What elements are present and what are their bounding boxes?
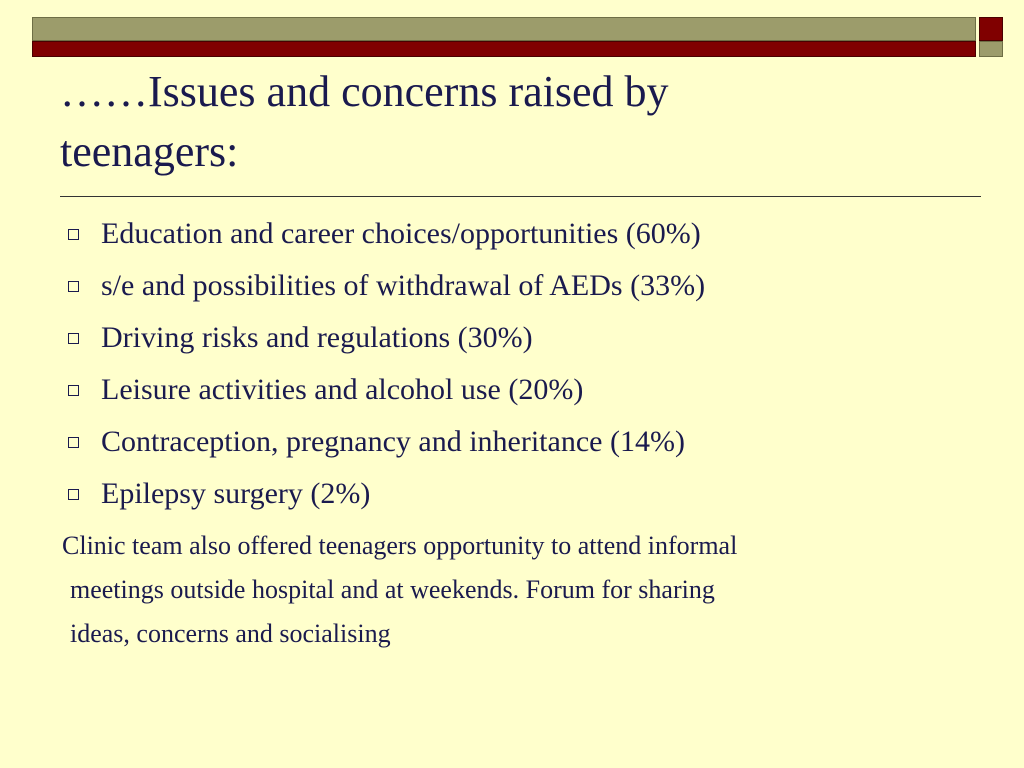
slide-title	[60, 62, 960, 182]
bullet-item	[64, 260, 1004, 312]
hollow-square-bullet-icon	[68, 333, 79, 344]
note-line: meetings outside hospital and at weekends. Forum for sharing	[70, 575, 715, 604]
bullet-text: Leisure activities and alcohol use (20%)	[101, 373, 584, 406]
bullet-item	[64, 312, 1004, 364]
clinic-note	[62, 524, 982, 656]
header-olive-bar	[32, 17, 976, 41]
slide-title-line-1: ……Issues and concerns raised by	[60, 67, 669, 116]
bullet-list	[64, 208, 1004, 520]
bullet-text: Contraception, pregnancy and inheritance (14%)	[101, 425, 685, 458]
slide-title-line-2: teenagers:	[60, 127, 239, 176]
hollow-square-bullet-icon	[68, 385, 79, 396]
bullet-text: s/e and possibilities of withdrawal of AEDs (33%)	[101, 269, 706, 302]
title-divider	[60, 196, 981, 197]
hollow-square-bullet-icon	[68, 489, 79, 500]
bullet-text: Education and career choices/opportunities (60%)	[101, 217, 701, 250]
bullet-item	[64, 468, 1004, 520]
hollow-square-bullet-icon	[68, 437, 79, 448]
bullet-item	[64, 364, 1004, 416]
header-maroon-square	[979, 17, 1003, 41]
note-line: Clinic team also offered teenagers opportunity to attend informal	[62, 531, 738, 560]
bullet-text: Driving risks and regulations (30%)	[101, 321, 533, 354]
bullet-text: Epilepsy surgery (2%)	[101, 477, 371, 510]
bullet-item	[64, 416, 1004, 468]
note-line: ideas, concerns and socialising	[70, 619, 391, 648]
hollow-square-bullet-icon	[68, 229, 79, 240]
header-maroon-bar	[32, 41, 976, 57]
header-olive-square	[979, 41, 1003, 57]
bullet-item	[64, 208, 1004, 260]
hollow-square-bullet-icon	[68, 281, 79, 292]
